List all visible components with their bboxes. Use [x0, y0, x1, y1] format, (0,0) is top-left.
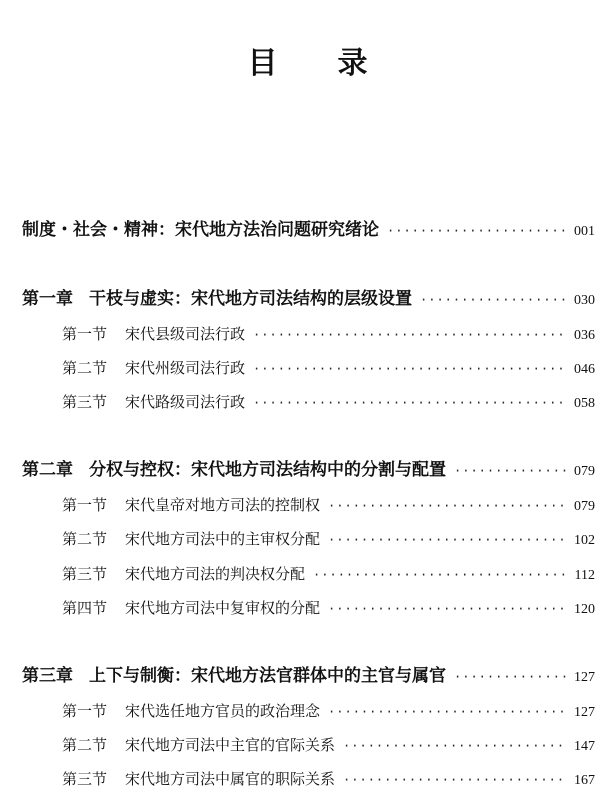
section-number: 第三节: [62, 770, 108, 788]
section-title: 宋代地方司法中主官的官际关系: [125, 736, 336, 754]
section-number: 第二节: [62, 530, 108, 548]
toc-section-3-1[interactable]: [62, 698, 595, 724]
leader-dots: [454, 664, 568, 690]
toc-page-number: 036: [574, 328, 595, 343]
section-number: 第三节: [62, 565, 108, 583]
leader-dots: [253, 322, 568, 348]
toc-page-number: 147: [574, 739, 595, 754]
toc-page-number: 102: [574, 533, 595, 548]
section-number: 第二节: [62, 359, 108, 377]
leader-dots: [253, 390, 568, 416]
section-title: 宋代地方司法的判决权分配: [125, 565, 306, 583]
leader-dots: [328, 596, 568, 622]
title-char-1: 目: [247, 46, 278, 81]
chapter-title: 分权与控权：宋代地方司法结构中的分割与配置: [89, 460, 446, 480]
section-number: 第二节: [62, 736, 108, 754]
chapter-title: 干枝与虚实：宋代地方司法结构的层级设置: [89, 289, 412, 309]
section-number: 第三节: [62, 393, 108, 411]
chapter-title: 上下与制衡：宋代地方法官群体中的主官与属官: [89, 666, 446, 686]
section-number: 第一节: [62, 325, 108, 343]
chapter-number: 第三章: [22, 666, 73, 686]
leader-dots: [328, 699, 568, 725]
toc-page-number: 079: [574, 464, 595, 479]
toc-section-2-1[interactable]: [62, 492, 595, 518]
section-number: 第一节: [62, 702, 108, 720]
toc-section-2-3[interactable]: [62, 561, 595, 587]
toc-page-number: 112: [574, 568, 595, 583]
leader-dots: [313, 562, 568, 588]
toc-section-2-4[interactable]: [62, 595, 595, 621]
leader-dots: [253, 356, 568, 382]
toc-page-number: 127: [574, 705, 595, 720]
toc-page-number: 058: [574, 396, 595, 411]
page-title: [0, 38, 615, 82]
leader-dots: [343, 733, 568, 759]
toc-entry-text: 制度・社会・精神：宋代地方法治问题研究绪论: [22, 220, 379, 240]
section-title: 宋代地方司法中复审权的分配: [125, 599, 321, 617]
toc-page-number: 127: [574, 670, 595, 685]
chapter-number: 第一章: [22, 289, 73, 309]
section-title: 宋代路级司法行政: [125, 393, 246, 411]
toc-section-1-1[interactable]: [62, 321, 595, 347]
leader-dots: [387, 218, 568, 244]
toc-page-number: 030: [574, 293, 595, 308]
toc-chapter-3[interactable]: [22, 663, 595, 689]
leader-dots: [454, 458, 568, 484]
toc-section-3-3[interactable]: [62, 766, 595, 792]
toc-section-1-3[interactable]: [62, 389, 595, 415]
toc-page-number: 120: [574, 602, 595, 617]
leader-dots: [420, 287, 568, 313]
toc-chapter-1[interactable]: [22, 286, 595, 312]
toc-page-number: 046: [574, 362, 595, 377]
toc-entry-intro[interactable]: [22, 217, 595, 243]
toc-page-number: 001: [574, 224, 595, 239]
toc-page-number: 079: [574, 499, 595, 514]
leader-dots: [328, 527, 568, 553]
title-char-2: 录: [337, 46, 368, 81]
leader-dots: [328, 493, 568, 519]
section-number: 第四节: [62, 599, 108, 617]
leader-dots: [343, 767, 568, 793]
toc-section-3-2[interactable]: [62, 732, 595, 758]
section-title: 宋代地方司法中的主审权分配: [125, 530, 321, 548]
toc-chapter-2[interactable]: [22, 457, 595, 483]
section-title: 宋代皇帝对地方司法的控制权: [125, 496, 321, 514]
chapter-number: 第二章: [22, 460, 73, 480]
toc-section-1-2[interactable]: [62, 355, 595, 381]
section-title: 宋代州级司法行政: [125, 359, 246, 377]
section-number: 第一节: [62, 496, 108, 514]
section-title: 宋代县级司法行政: [125, 325, 246, 343]
toc-section-2-2[interactable]: [62, 526, 595, 552]
section-title: 宋代选任地方官员的政治理念: [125, 702, 321, 720]
toc-page-number: 167: [574, 773, 595, 788]
section-title: 宋代地方司法中属官的职际关系: [125, 770, 336, 788]
